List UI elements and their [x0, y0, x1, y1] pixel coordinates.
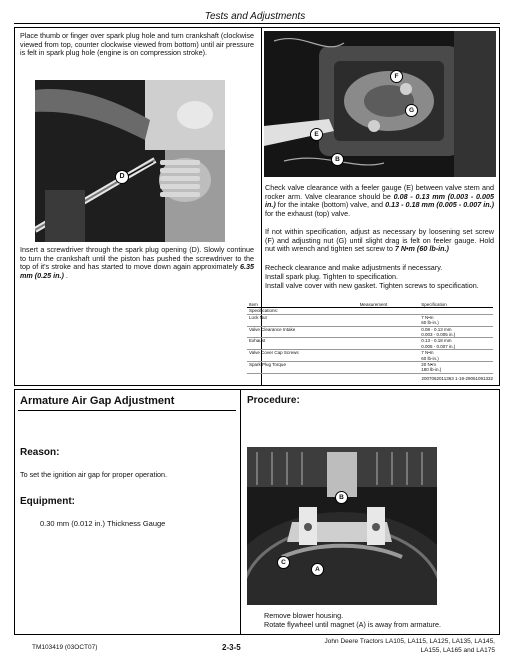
table-cell-spec: 7 N•m 60 lb-in.)	[419, 350, 493, 362]
table-cell-spec: 7 N•m 60 lb-in.)	[419, 314, 493, 326]
valve-text-a: Check valve clearance with a feeler gauge (E) between valve stem and rocker arm. Valve clearance should be	[265, 183, 494, 201]
install-plug-paragraph: Install spark plug. Tighten to specification.	[265, 272, 399, 281]
table-cell-item: Spark Plug Torque	[247, 362, 358, 374]
step-text-part1: Insert a screwdriver through the spark plug opening (D). Slowly continue to turn the crankshaft until the piston has pushed the screwdriver to the top of it's stroke and has started to move down again approximately	[20, 245, 254, 272]
header-rule	[14, 23, 500, 24]
callout-b: B	[331, 153, 344, 166]
footer-page-number: 2-3-5	[222, 643, 241, 652]
footer-doc-id: TM103419 (03OCT07)	[32, 644, 98, 651]
table-row	[247, 362, 493, 374]
equipment-heading: Equipment:	[20, 496, 75, 507]
callout-a-bottom: A	[311, 563, 324, 576]
table-cell-measurement	[358, 362, 420, 374]
callout-b-bottom: B	[335, 491, 348, 504]
valve-text-b: for the intake (bottom) valve, and	[275, 200, 386, 210]
table-cell-measurement	[358, 338, 420, 350]
step-text-part2: .	[63, 270, 68, 280]
step-distance-value: 6.35 mm (0.25 in.)	[20, 262, 254, 280]
specification-table	[247, 302, 493, 381]
recheck-paragraph: Recheck clearance and make adjustments if necessary.	[265, 263, 443, 272]
callout-e: E	[310, 128, 323, 141]
bottom-column-divider	[240, 389, 241, 635]
table-reference-id: 2007062011363 1-19-29061091332	[421, 375, 493, 381]
install-cover-paragraph: Install valve cover with new gasket. Tighten screws to specification.	[265, 281, 479, 290]
table-cell-item: Valve Cover Cap Screws	[247, 350, 358, 362]
footer-models-line1: John Deere Tractors LA105, LA115, LA125, LA135, LA145,	[324, 638, 495, 645]
table-cell-spec: 0.13 - 0.18 mm 0.005 - 0.007 in.)	[419, 338, 493, 350]
adjust-paragraph	[265, 228, 494, 254]
title-underline	[18, 410, 236, 411]
table-cell-item: Specifications:	[247, 308, 358, 314]
table-row	[247, 338, 493, 350]
table-header-item: Item	[247, 302, 358, 308]
adjust-text: If not within specification, adjust as necessary by loosening set screw (F) and adjusting nut (G) until slight drag is felt on feeler gauge. Hold nut with wrench and tighten set screw to	[265, 227, 494, 254]
intro-paragraph: Place thumb or finger over spark plug hole and turn crankshaft (clockwise viewed from top, counter clockwise viewed from bottom) until air pressure is felt in spark plug hole (engine is on compression stroke).	[20, 31, 254, 58]
table-cell-item: Lock Nut	[247, 314, 358, 326]
table-cell-spec: 0.08 - 0.13 mm 0.003 - 0.005 in.)	[419, 326, 493, 338]
procedure-step-2: Rotate flywheel until magnet (A) is away from armature.	[264, 620, 441, 629]
table-cell-item: Exhaust	[247, 338, 358, 350]
table-cell-spec: 20 N•m 180 lb-in.)	[419, 362, 493, 374]
page-header-title: Tests and Adjustments	[204, 11, 306, 22]
valve-text-c: for the exhaust (top) valve.	[265, 208, 351, 218]
table-cell-measurement	[358, 350, 420, 362]
callout-f: F	[390, 70, 403, 83]
procedure-heading: Procedure:	[247, 395, 300, 406]
screwdriver-step-paragraph	[20, 246, 254, 280]
table-row	[247, 326, 493, 338]
intake-clearance-value: 0.08 - 0.13 mm (0.003 - 0.005 in.)	[265, 191, 494, 210]
callout-g: G	[405, 104, 418, 117]
table-row	[247, 350, 493, 362]
table-cell-measurement	[358, 314, 420, 326]
valve-clearance-paragraph	[265, 184, 494, 218]
exhaust-clearance-value: 0.13 - 0.18 mm (0.005 - 0.007 in.)	[385, 200, 494, 210]
equipment-text: 0.30 mm (0.012 in.) Thickness Gauge	[40, 519, 166, 528]
reason-heading: Reason:	[20, 447, 60, 458]
table-cell-item: Valve Clearance Intake	[247, 326, 358, 338]
engine-photo-valves	[264, 31, 496, 177]
reason-text: To set the ignition air gap for proper operation.	[20, 470, 168, 479]
callout-c-bottom: C	[277, 556, 290, 569]
procedure-step-1: Remove blower housing.	[264, 611, 344, 620]
flywheel-armature-photo	[247, 447, 437, 605]
table-header-measurement: Measurement	[358, 302, 420, 308]
footer-models-line2: LA155, LA165 and LA175	[420, 647, 495, 654]
set-screw-torque-value: 7 N•m (60 lb-in.)	[394, 244, 449, 254]
table-header-specification: Specification	[419, 302, 493, 308]
table-cell-measurement	[358, 326, 420, 338]
section-title-armature: Armature Air Gap Adjustment	[20, 395, 175, 407]
table-row	[247, 314, 493, 326]
engine-photo-spark-plug	[35, 80, 225, 242]
callout-d: D	[115, 170, 129, 184]
